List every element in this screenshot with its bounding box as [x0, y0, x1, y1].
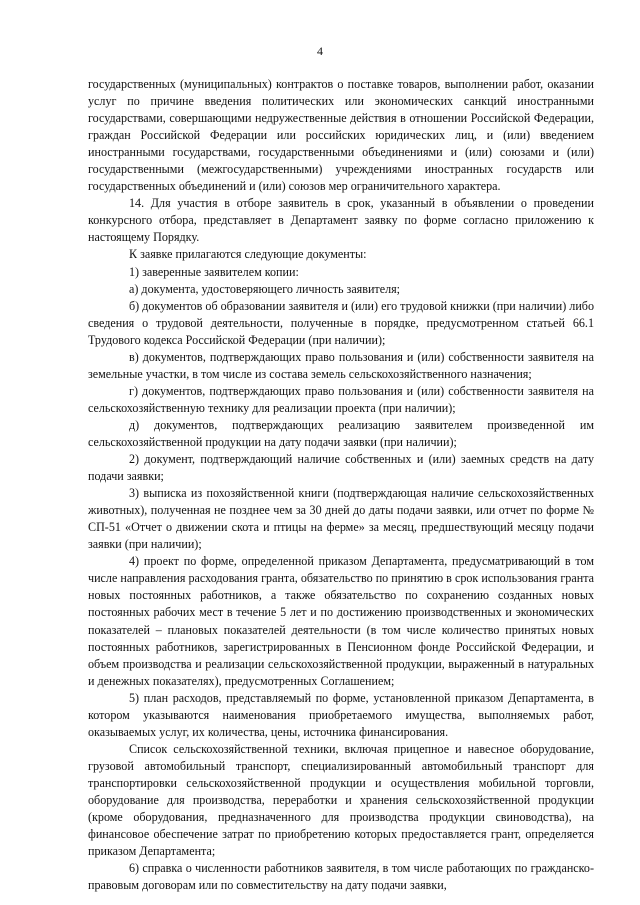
- paragraph: г) документов, подтверждающих право пользования и (или) собственности заявителя на сельскохозяйственную технику для реализации проекта (при наличии);: [88, 383, 594, 415]
- paragraph: д) документов, подтверждающих реализацию заявителем произведенной им сельскохозяйственной продукции на дату подачи заявки (при наличии);: [88, 417, 594, 449]
- paragraph: б) документов об образовании заявителя и (или) его трудовой книжки (при наличии) либо сведения о трудовой деятельности, полученные в порядке, предусмотренном статьей 66.1 Трудового кодекса Российской Федерации (при наличии);: [88, 298, 594, 347]
- paragraph: К заявке прилагаются следующие документы:: [129, 247, 367, 262]
- paragraph: 14. Для участия в отборе заявитель в срок, указанный в объявлении о проведении конкурсного отбора, представляет в Департамент заявку по форме согласно приложению к настоящему Порядку.: [88, 196, 594, 245]
- paragraph: 2) документ, подтверждающий наличие собственных и (или) заемных средств на дату подачи заявки;: [88, 452, 594, 484]
- paragraph: Список сельскохозяйственной техники, включая прицепное и навесное оборудование, грузовой автомобильный транспорт, специализированный автомобильный транспорт для транспортировки сельскохозяйственной продукции и осуществления мобильной торговли, оборудование для производства, переработки и хранения сельскохозяйственной продукции (кроме оборудования, предназначенного для производства продукции свиноводства), на финансовое обеспечение затрат по приобретению которых предоставляется грант, определяется приказом Департамента;: [88, 741, 594, 859]
- paragraph: 5) план расходов, представляемый по форме, установленной приказом Департамента, в котором указываются наименования приобретаемого имущества, выполняемых работ, оказываемых услуг, их количества, цены, источника финансирования.: [88, 690, 594, 739]
- paragraph: 4) проект по форме, определенной приказом Департамента, предусматривающий в том числе направления расходования гранта, обязательство по принятию в срок использования гранта новых постоянных работников, а также обязательство по сохранению созданных новых постоянных рабочих мест в течение 5 лет и по достижению производственных и экономических показателей – плановых показателей деятельности (в том числе количество принятых новых постоянных работников, зарегистрированных в Пенсионном фонде Российской Федерации, и объем производства и реализации сельскохозяйственной продукции, выраженный в натуральных и денежных показателях), предусмотренных Соглашением;: [88, 554, 594, 688]
- paragraph: в) документов, подтверждающих право пользования и (или) собственности заявителя на земельные участки, в том числе из состава земель сельскохозяйственного назначения;: [88, 349, 594, 381]
- paragraph: 1) заверенные заявителем копии:: [129, 264, 299, 279]
- paragraph: 6) справка о численности работников заявителя, в том числе работающих по гражданско-правовым договорам или по совместительству на дату подачи заявки,: [88, 861, 594, 893]
- paragraph: 3) выписка из похозяйственной книги (подтверждающая наличие сельскохозяйственных животных), полученная не позднее чем за 30 дней до даты подачи заявки, или отчет по форме № СП-51 «Отчет о движении скота и птицы на ферме» за месяц, предшествующий месяцу подачи заявки (при наличии);: [88, 486, 594, 552]
- paragraph: государственных (муниципальных) контрактов о поставке товаров, выполнении работ, оказании услуг по причине введения политических или экономических санкций иностранными государствами, совершающими недружественные действия в отношении Российской Федерации, граждан Российской Федерации или российских юридических лиц, и (или) введением иностранными государствами, государственными объединениями и (или) союзами и (или) государственными (межгосударственными) учреждениями иностранных государств или государственных объединений и (или) союзов мер ограничительного характера.: [88, 77, 594, 194]
- paragraph: а) документа, удостоверяющего личность заявителя;: [129, 281, 401, 296]
- document-body: [88, 76, 594, 894]
- page-number: 4: [317, 44, 323, 58]
